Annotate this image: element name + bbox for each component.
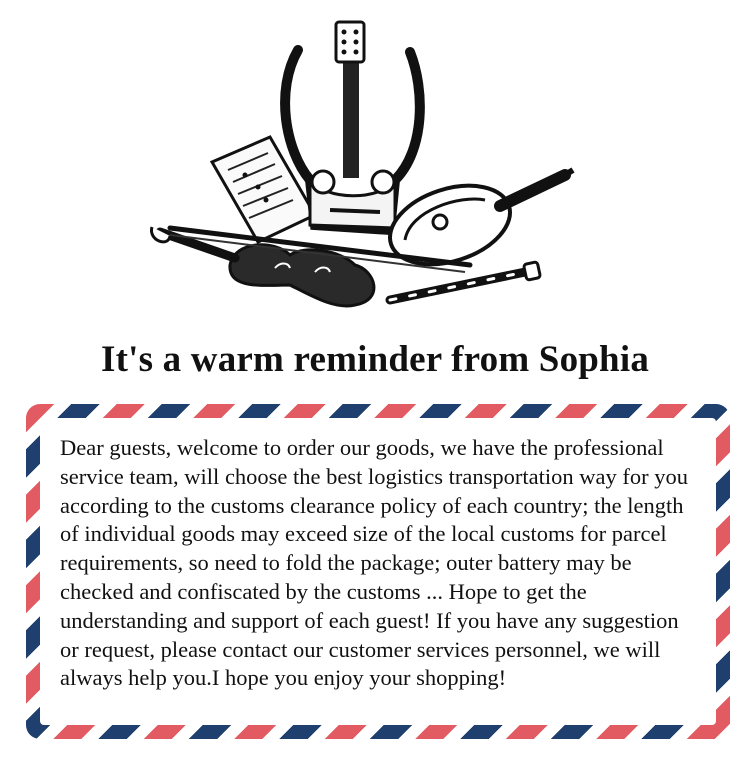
instruments-illustration: [140, 10, 580, 315]
airmail-border: [26, 404, 730, 739]
sheet-music-icon: [212, 137, 315, 242]
page-title: It's a warm reminder from Sophia: [100, 339, 650, 380]
lute-icon: [380, 170, 573, 278]
flute-icon: [390, 262, 541, 300]
reminder-text: Dear guests, welcome to order our goods, we have the professional service team, will choose the best logistics transportation way for you according to the customs clearance policy of each country; the length of individual goods may exceed size of the local customs for parcel requirements, so need to fold the package; outer battery may be checked and confiscated by the customs ... Hope to get the understanding and support of each guest! If you have any suggestion or request, please contact our customer services personnel, we will always help you.I hope you enjoy your shopping!: [60, 435, 688, 691]
reminder-card: [40, 418, 716, 725]
